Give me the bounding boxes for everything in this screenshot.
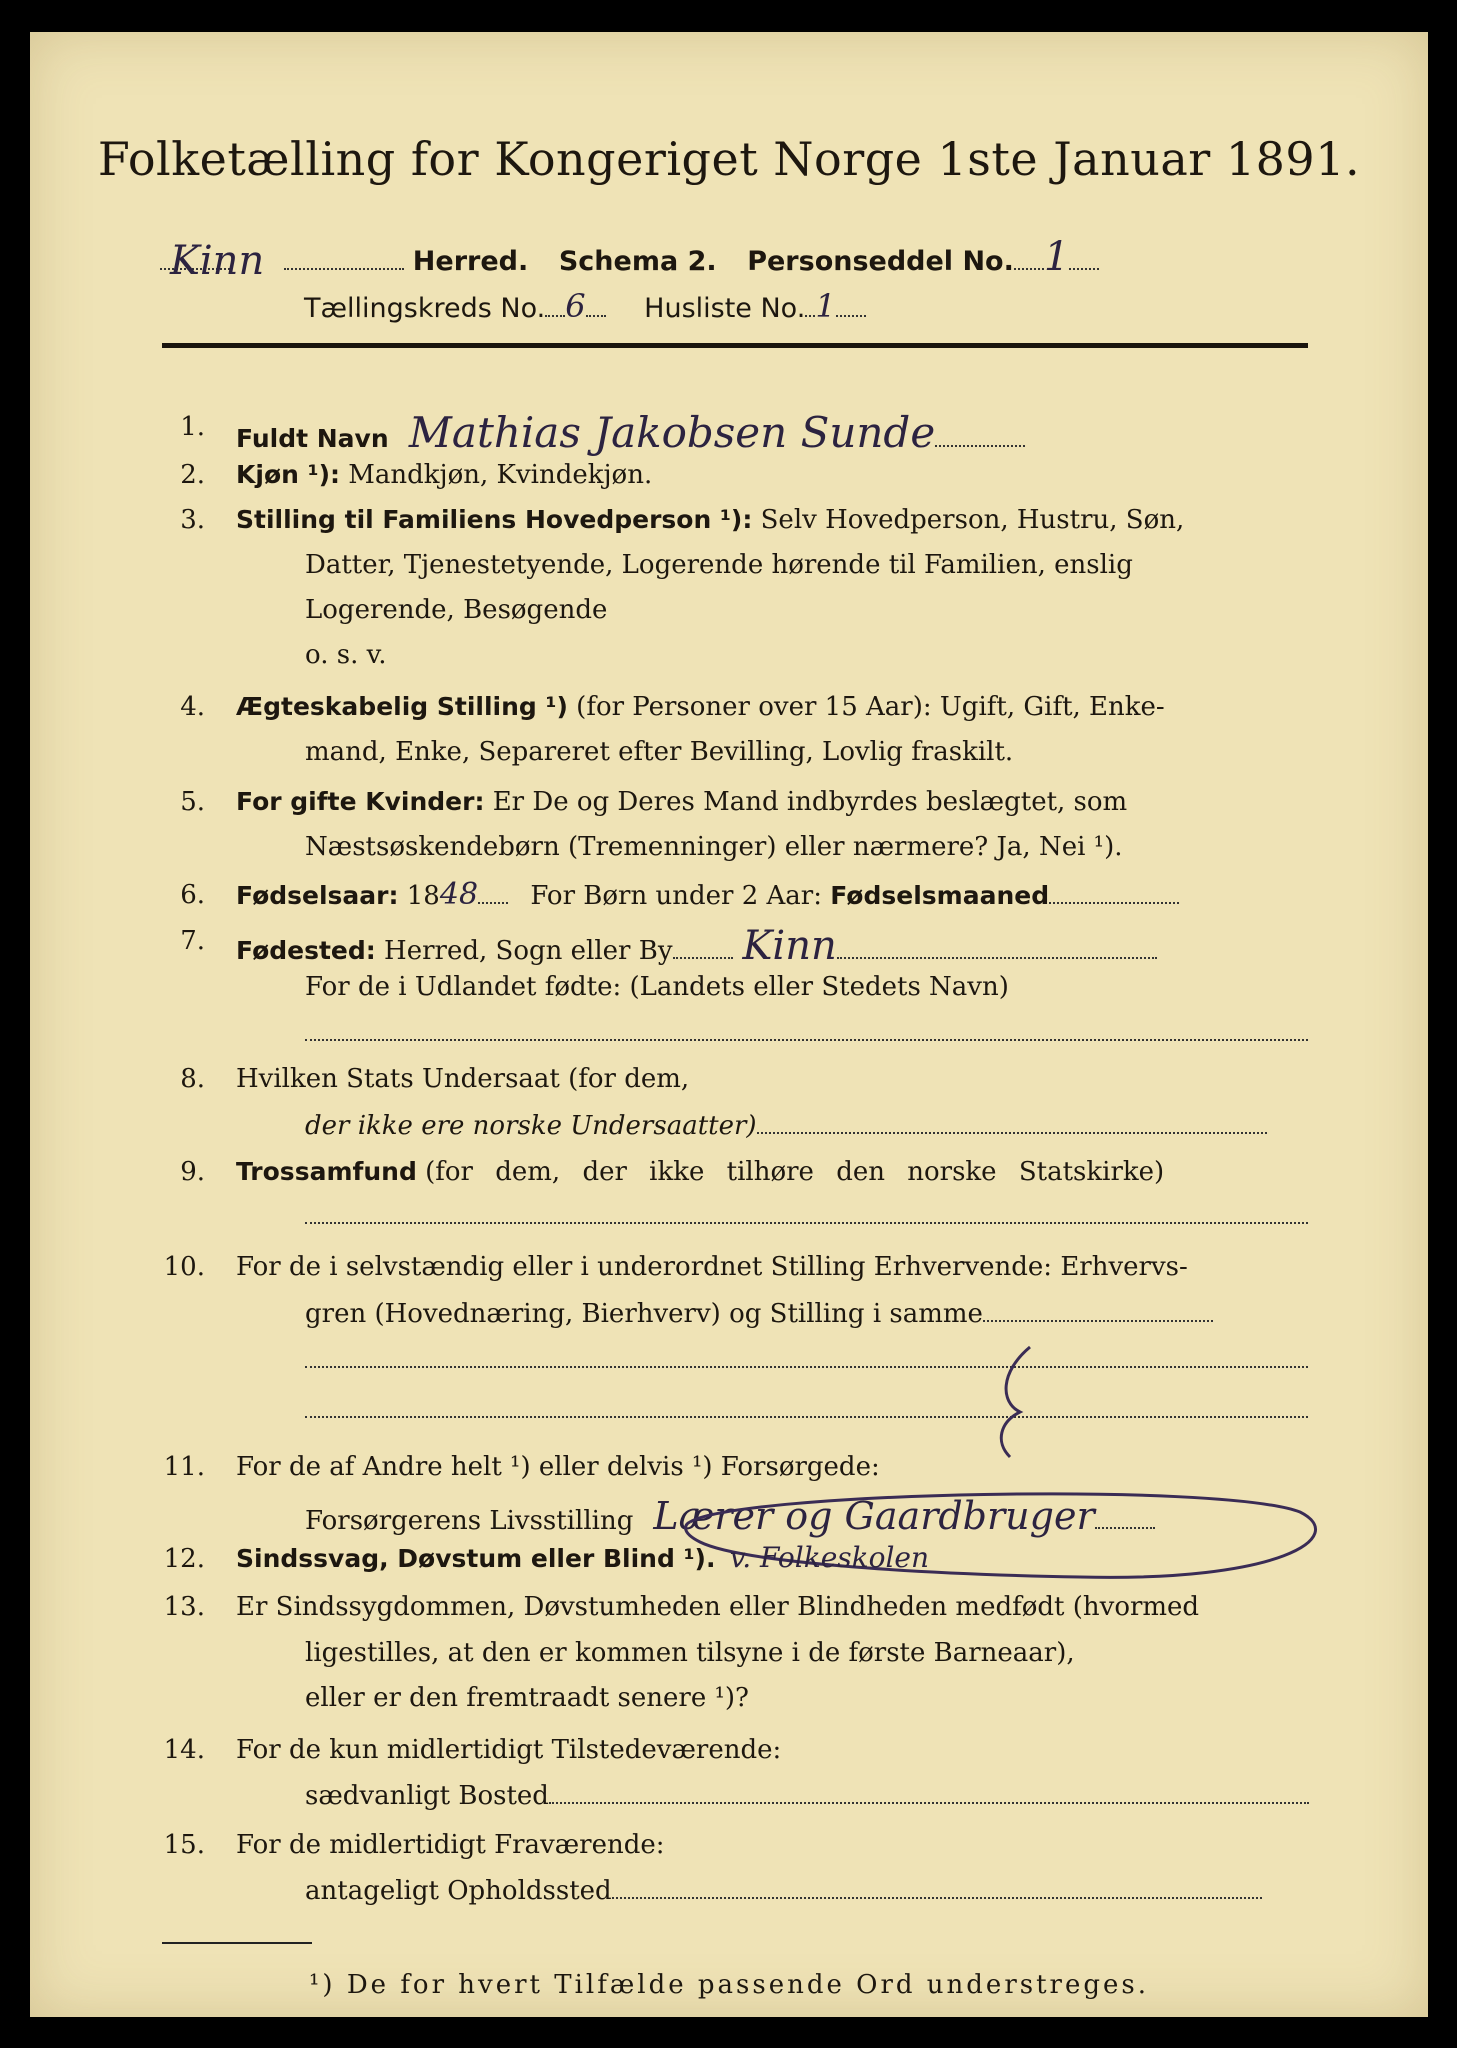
q10-row2 [305, 1298, 1213, 1329]
q3-line2: Datter, Tjenestetyende, Logerende hørende til Familien, enslig [305, 550, 1133, 580]
q4-line1: (for Personer over 15 Aar): Ugift, Gift, Enke- [576, 692, 1165, 722]
q2-row [236, 460, 652, 490]
q15-row2 [305, 1875, 1262, 1906]
q3-row [236, 505, 1184, 535]
kreds-row [304, 287, 866, 325]
q1-number: 1. [180, 412, 205, 442]
q3-line3: Logerende, Besøgende [305, 595, 608, 625]
kreds-value: 6 [565, 287, 586, 325]
q4-label: Ægteskabelig Stilling ¹) [236, 692, 568, 721]
q12-value: v. Folkeskolen [729, 1541, 930, 1574]
q7-row [236, 923, 1157, 969]
q4-line2: mand, Enke, Separeret efter Bevilling, Lovlig fraskilt. [305, 737, 1014, 767]
q10-line1: For de i selvstændig eller i underordnet Stilling Erhvervende: Erhvervs- [236, 1252, 1188, 1282]
q11-number: 11. [163, 1452, 205, 1482]
kreds-label: Tællingskreds No. [304, 293, 546, 324]
q4-row [236, 692, 1165, 722]
herred-label: Herred. [412, 246, 529, 277]
q11-value: Lærer og Gaardbruger [653, 1494, 1095, 1538]
schema-label: Schema 2. [558, 246, 717, 277]
herred-value: Kinn [170, 238, 265, 284]
q5-line2: Næstsøskendebørn (Tremenninger) eller nærmere? Ja, Nei ¹). [305, 832, 1123, 862]
handwritten-oval [660, 1482, 1340, 1592]
q13-number: 13. [163, 1592, 205, 1622]
personseddel-value: 1 [1043, 234, 1070, 280]
q3-line4: o. s. v. [305, 640, 387, 670]
q8-line2: der ikke ere norske Undersaatter) [305, 1111, 757, 1141]
q6-label: Fødselsaar: [236, 881, 399, 910]
q15-number: 15. [163, 1830, 205, 1860]
census-form [30, 32, 1428, 2017]
herred-row [160, 234, 1099, 284]
q13-line2: ligestilles, at den er kommen tilsyne i de første Barneaar), [305, 1638, 1075, 1668]
q9-number: 9. [180, 1157, 205, 1187]
q11-line1-text: For de af Andre helt ¹) eller delvis ¹) Forsørgede: [236, 1452, 880, 1482]
q10-blank-line-2 [305, 1394, 1308, 1425]
handwritten-bracket [990, 1342, 1050, 1462]
q9-row [236, 1157, 1164, 1187]
footnote-rule [162, 1942, 312, 1944]
husliste-value: 1 [815, 287, 836, 325]
q7-blank-line [305, 1017, 1308, 1048]
q6-value: 48 [439, 877, 479, 912]
q1-row [236, 408, 1025, 457]
q14-number: 14. [163, 1735, 205, 1765]
q14-line1: For de kun midlertidigt Tilstedeværende: [236, 1735, 782, 1765]
q3-number: 3. [180, 505, 205, 535]
header-divider [162, 343, 1308, 348]
q6-row [236, 877, 1179, 912]
footnote: ¹) De for hvert Tilfælde passende Ord understreges. [308, 1970, 1149, 2000]
q2-label: Kjøn ¹): [236, 460, 340, 489]
q9-line1: (for dem, der ikke tilhøre den norske Statskirke) [425, 1157, 1165, 1187]
q14-line2: sædvanligt Bosted [305, 1781, 549, 1811]
husliste-label: Husliste No. [644, 293, 806, 324]
q1-value: Mathias Jakobsen Sunde [408, 408, 936, 457]
q7-line1: Herred, Sogn eller By [384, 936, 673, 966]
q13-line3: eller er den fremtraadt senere ¹)? [305, 1683, 749, 1713]
q5-number: 5. [180, 787, 205, 817]
q11-line2: Forsørgerens Livsstilling [305, 1506, 634, 1536]
q1-label: Fuldt Navn [236, 424, 389, 453]
q9-label: Trossamfund [236, 1157, 417, 1186]
q7-value: Kinn [742, 923, 837, 969]
q12-row [236, 1541, 930, 1574]
q8-number: 8. [180, 1064, 205, 1094]
q2-options: Mandkjøn, Kvindekjøn. [348, 460, 653, 490]
q5-line1: Er De og Deres Mand indbyrdes beslægtet, som [492, 787, 1128, 817]
q8-row2 [305, 1110, 1267, 1141]
q10-blank-line-1 [305, 1344, 1308, 1375]
q8-line1: Hvilken Stats Undersaat (for dem, [236, 1064, 690, 1094]
q9-blank-line [305, 1200, 1308, 1231]
q11-line1 [236, 1452, 880, 1482]
q3-line1: Selv Hovedperson, Hustru, Søn, [760, 505, 1185, 535]
q6-rest: For Børn under 2 Aar: [530, 881, 822, 911]
q7-label: Fødested: [236, 936, 376, 965]
q15-line2: antageligt Opholdssted [305, 1876, 612, 1906]
personseddel-label: Personseddel No. [747, 246, 1014, 277]
q12-label: Sindssvag, Døvstum eller Blind ¹). [236, 1544, 716, 1573]
q4-number: 4. [180, 692, 205, 722]
q6-number: 6. [180, 880, 205, 910]
q14-row2 [305, 1780, 1309, 1811]
q15-line1: For de midlertidigt Fraværende: [236, 1830, 665, 1860]
q2-number: 2. [180, 460, 205, 490]
q12-number: 12. [163, 1544, 205, 1574]
q5-label: For gifte Kvinder: [236, 787, 485, 816]
q13-line1: Er Sindssygdommen, Døvstumheden eller Blindheden medfødt (hvormed [236, 1592, 1200, 1622]
q6-rest-bold: Fødselsmaaned [830, 881, 1050, 910]
q6-prefix: 18 [406, 881, 440, 911]
q7-number: 7. [180, 926, 205, 956]
q10-number: 10. [163, 1252, 205, 1282]
q3-label: Stilling til Familiens Hovedperson ¹): [236, 505, 753, 534]
q10-line2: gren (Hovednæring, Bierhverv) og Stilling i samme [305, 1299, 983, 1329]
form-title: Folketælling for Kongeriget Norge 1ste Januar 1891. [97, 132, 1361, 186]
q5-row [236, 787, 1127, 817]
q7-line2: For de i Udlandet fødte: (Landets eller Stedets Navn) [305, 972, 1009, 1002]
